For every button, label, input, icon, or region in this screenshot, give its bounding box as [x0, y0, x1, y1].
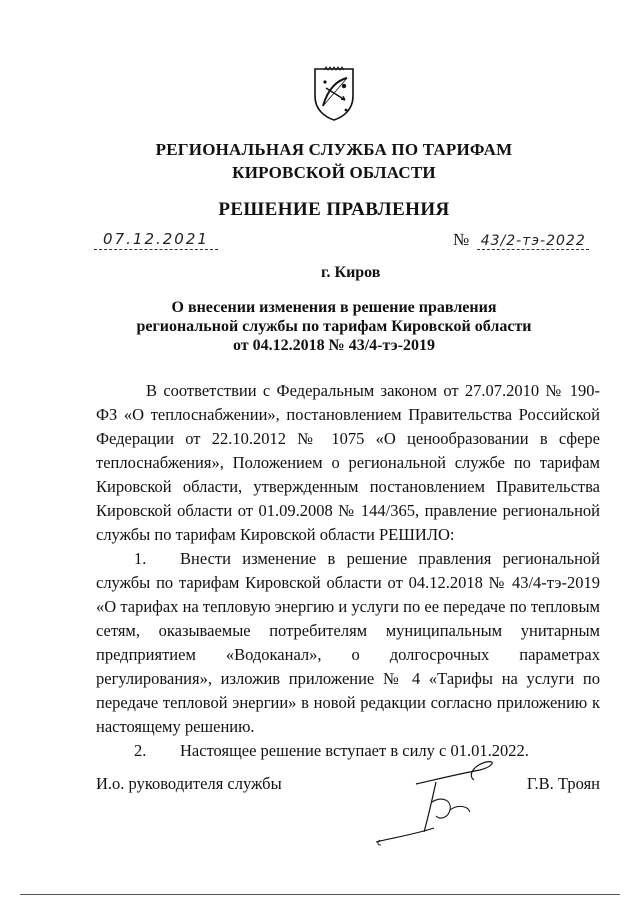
organization-name-line1: РЕГИОНАЛЬНАЯ СЛУЖБА ПО ТАРИФАМ [155, 140, 513, 159]
subject-line1: О внесении изменения в решение правления [171, 299, 497, 316]
item-text: Внести изменение в решение правления региональной службы по тарифам Кировской области от 04.12.2018 № 43/4-тэ-2019 «О тарифах на тепловую энергию и услуги по ее передаче по тепловым сетям, оказываемые потребителям муниципальным унитарным предприятием «Водоканал», о долгосрочных параметрах регулирования», изложив приложение № 4 «Тарифы на услуги по передаче тепловой энергии» в новой редакции согласно приложению к настоящему решению. [96, 549, 600, 736]
item-text: Настоящее решение вступает в силу с 01.01.2022. [180, 741, 529, 760]
signature-row [96, 774, 600, 798]
decision-date: 07.12.2021 [94, 230, 218, 250]
signer-name: Г.В. Троян [526, 774, 600, 793]
document-title: РЕШЕНИЕ ПРАВЛЕНИЯ [218, 199, 450, 220]
decision-number-block [453, 230, 589, 250]
organization-name-line2: КИРОВСКОЙ ОБЛАСТИ [232, 163, 436, 182]
decision-number: 43/2-тэ-2022 [477, 233, 589, 250]
decision-item-1 [96, 547, 600, 739]
document-body [96, 379, 600, 763]
kirov-coat-of-arms-icon [312, 66, 356, 122]
preamble-paragraph: В соответствии с Федеральным законом от 27.07.2010 № 190-ФЗ «О теплоснабжении», постановлением Правительства Российской Федерации от 22.10.2012 № 1075 «О ценообразовании в сфере теплоснабжения», Положением о региональной службе по тарифам Кировской области, утвержденным постановлением Правительства Кировской области от 01.09.2008 № 144/365, правление региональной службы по тарифам Кировской области РЕШИЛО: [96, 381, 600, 544]
city-name: г. Киров [321, 264, 381, 281]
subject-line3: от 04.12.2018 № 43/4-тэ-2019 [233, 337, 435, 354]
subject-line2: региональной службы по тарифам Кировской области [136, 318, 532, 335]
signer-role: И.о. руководителя службы [96, 774, 282, 793]
item-number: 1. [134, 549, 147, 568]
page-bottom-rule [20, 894, 620, 895]
number-sign: № [453, 230, 470, 249]
decision-item-2 [96, 739, 600, 763]
handwritten-signature-icon [372, 746, 500, 854]
item-number: 2. [134, 741, 147, 760]
document-subject [0, 298, 640, 355]
